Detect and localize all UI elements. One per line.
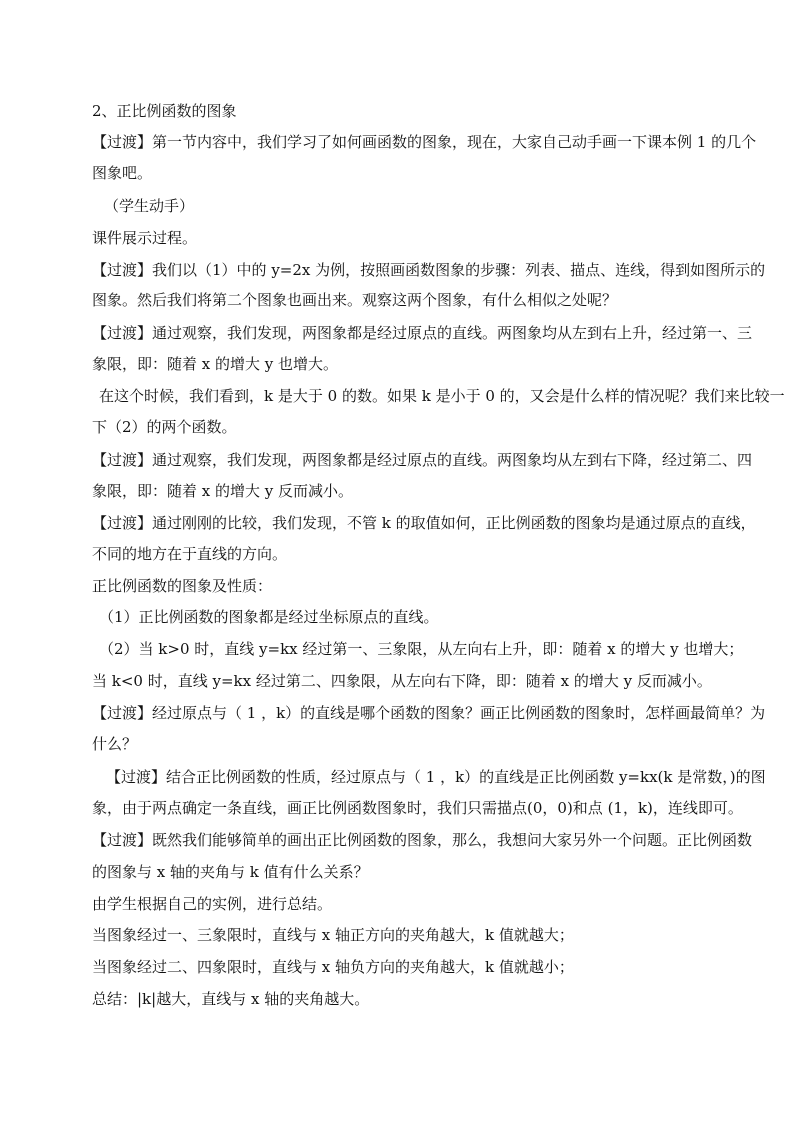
paragraph-line: 正比例函数的图象及性质： xyxy=(92,577,273,595)
paragraph-line: 当图象经过二、四象限时，直线与 x 轴负方向的夹角越大，k 值就越小； xyxy=(92,958,574,976)
paragraph-line: 象限，即：随着 x 的增大 y 也增大。 xyxy=(92,355,339,373)
paragraph-line: 由学生根据自己的实例，进行总结。 xyxy=(92,895,333,913)
paragraph-line: （2）当 k>0 时，直线 y=kx 经过第一、三象限，从左向右上升，即：随着 x 的增大 y 也增大； xyxy=(99,640,744,658)
paragraph-line: 图象吧。 xyxy=(92,164,153,182)
paragraph-line: 象，由于两点确定一条直线，画正比例函数图象时，我们只需描点(0，0)和点 (1，k)，连线即可。 xyxy=(92,799,743,817)
paragraph-line: 【过渡】第一节内容中，我们学习了如何画函数的图象，现在，大家自己动手画一下课本例 1 的几个 xyxy=(92,133,757,151)
paragraph-line: 当 k<0 时，直线 y=kx 经过第二、四象限，从左向右下降，即：随着 x 的增大 y 反而减小。 xyxy=(92,672,712,690)
paragraph-line: 【过渡】结合正比例函数的性质，经过原点与（ 1 ，k）的直线是正比例函数 y=kx(k 是常数，)的图 xyxy=(106,768,766,786)
paragraph-line: 下（2）的两个函数。 xyxy=(92,418,237,436)
paragraph-line: 【过渡】通过刚刚的比较，我们发现，不管 k 的取值如何，正比例函数的图象均是通过原点的直线， xyxy=(92,514,756,532)
paragraph-line: 什么？ xyxy=(92,735,138,753)
section-heading: 2、正比例函数的图象 xyxy=(92,102,237,120)
paragraph-line: 不同的地方在于直线的方向。 xyxy=(92,545,288,563)
paragraph-line: 在这个时候，我们看到，k 是大于 0 的数。如果 k 是小于 0 的，又会是什么样的情况呢？我们来比较一 xyxy=(99,387,785,405)
paragraph-line: 的图象与 x 轴的夹角与 k 值有什么关系？ xyxy=(92,863,369,881)
paragraph-line: 【过渡】通过观察，我们发现，两图象都是经过原点的直线。两图象均从左到右上升，经过第一、三 xyxy=(92,324,753,342)
paragraph-line: 【过渡】我们以（1）中的 y=2x 为例，按照画函数图象的步骤：列表、描点、连线，得到如图所示的 xyxy=(92,261,766,279)
paragraph-line: （学生动手） xyxy=(104,197,195,215)
paragraph-line: （1）正比例函数的图象都是经过坐标原点的直线。 xyxy=(99,608,439,626)
paragraph-line: 象限，即：随着 x 的增大 y 反而减小。 xyxy=(92,482,354,500)
paragraph-line: 【过渡】既然我们能够简单的画出正比例函数的图象，那么，我想问大家另外一个问题。正比例函数 xyxy=(92,831,753,849)
paragraph-line: 当图象经过一、三象限时，直线与 x 轴正方向的夹角越大，k 值就越大； xyxy=(92,926,574,944)
summary-line: 总结：|k|越大，直线与 x 轴的夹角越大。 xyxy=(92,990,370,1008)
paragraph-line: 【过渡】通过观察，我们发现，两图象都是经过原点的直线。两图象均从左到右下降，经过第二、四 xyxy=(92,451,753,469)
paragraph-line: 【过渡】经过原点与（ 1 ，k）的直线是哪个函数的图象？画正比例函数的图象时，怎样画最简单？为 xyxy=(92,704,766,722)
paragraph-line: 图象。然后我们将第二个图象也画出来。观察这两个图象，有什么相似之处呢？ xyxy=(92,291,618,309)
paragraph-line: 课件展示过程。 xyxy=(92,229,198,247)
